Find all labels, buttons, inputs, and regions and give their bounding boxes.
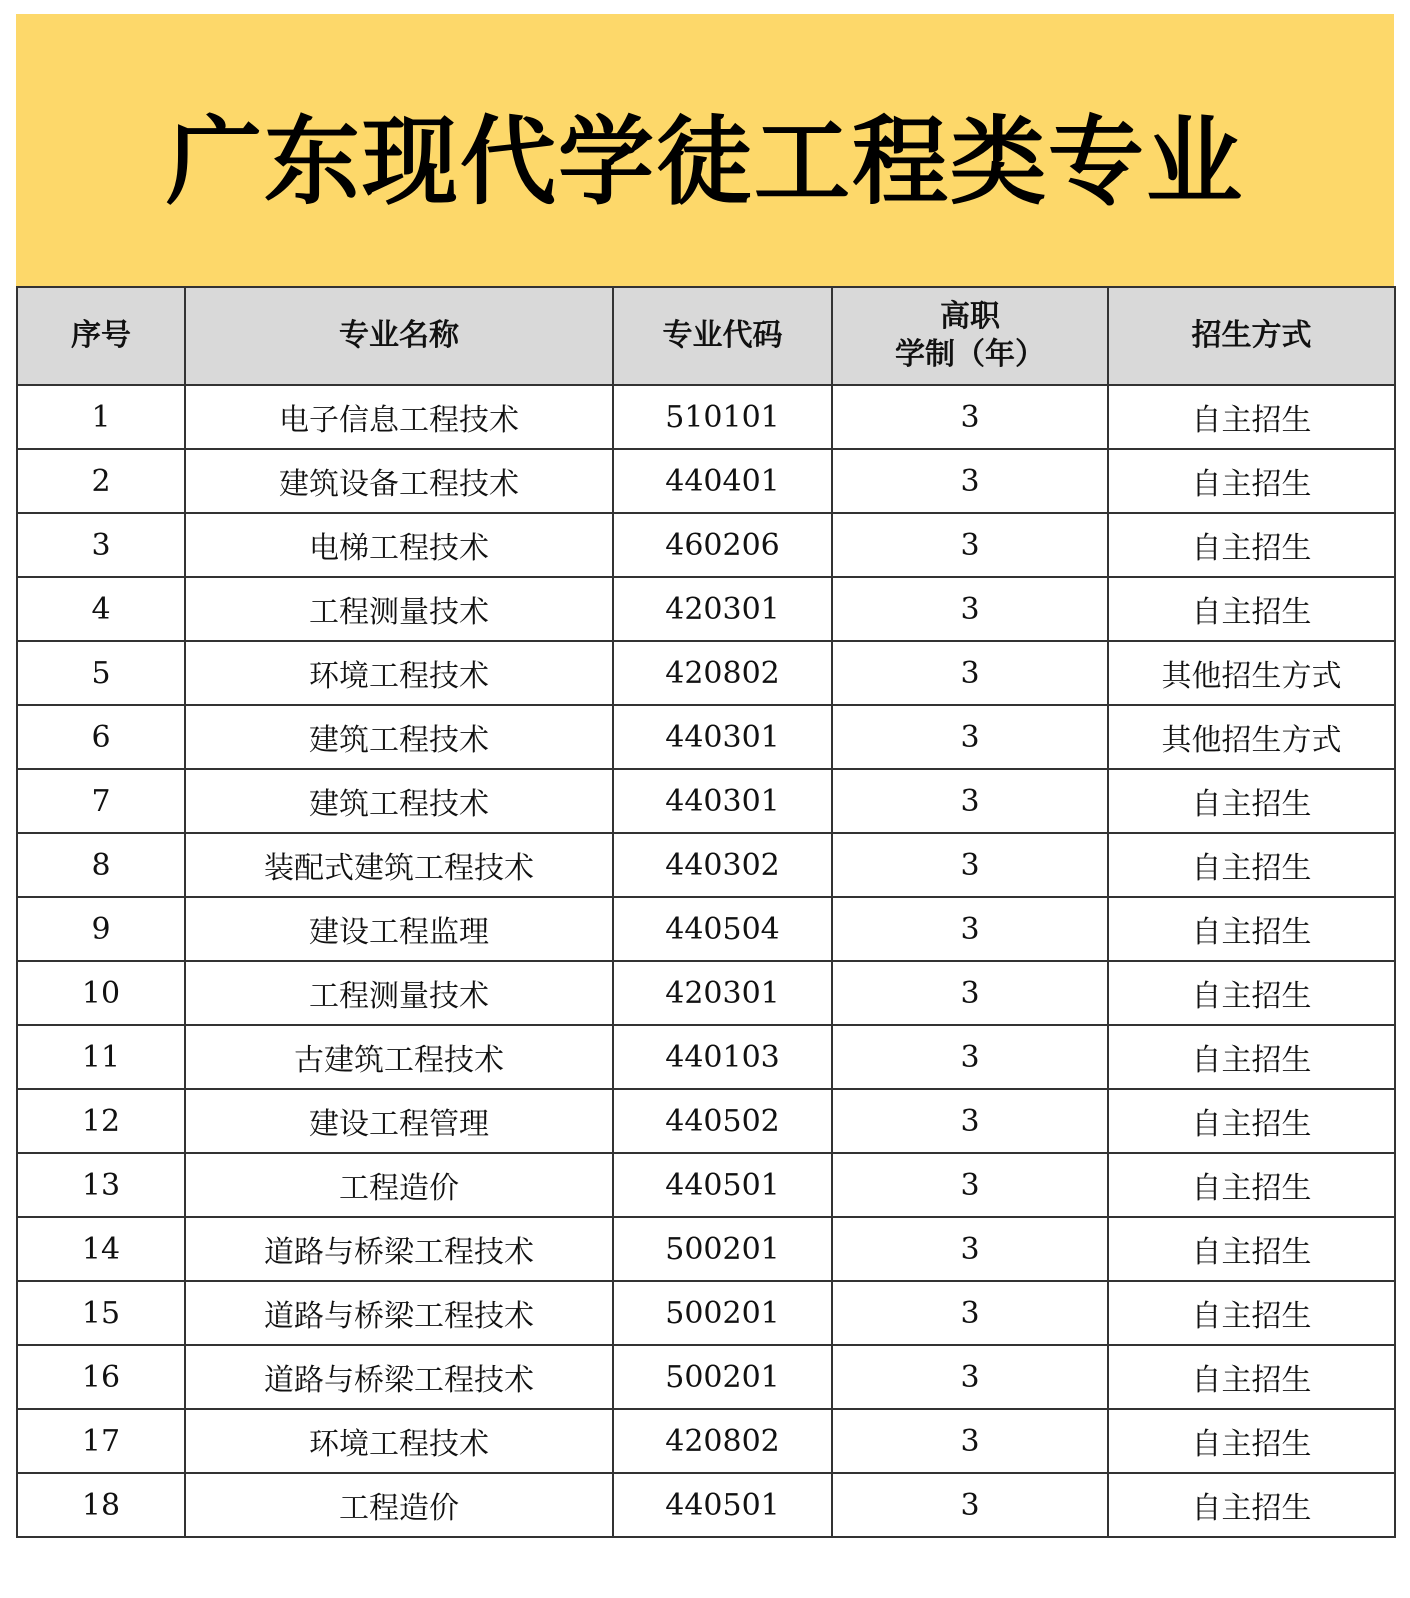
cell-name: 工程测量技术	[185, 961, 613, 1025]
majors-sheet	[16, 14, 1394, 1538]
cell-no: 7	[17, 769, 185, 833]
cell-no: 10	[17, 961, 185, 1025]
cell-name: 工程造价	[185, 1153, 613, 1217]
cell-no: 6	[17, 705, 185, 769]
cell-code: 440302	[613, 833, 832, 897]
cell-no: 13	[17, 1153, 185, 1217]
table-row	[17, 833, 1395, 897]
cell-method: 其他招生方式	[1108, 641, 1395, 705]
header-years	[832, 287, 1108, 385]
cell-method: 自主招生	[1108, 1217, 1395, 1281]
cell-no: 15	[17, 1281, 185, 1345]
cell-method: 自主招生	[1108, 1153, 1395, 1217]
table-row	[17, 577, 1395, 641]
header-no: 序号	[17, 287, 185, 385]
header-row	[17, 287, 1395, 385]
cell-method: 自主招生	[1108, 513, 1395, 577]
cell-code: 460206	[613, 513, 832, 577]
table-row	[17, 1217, 1395, 1281]
cell-method: 自主招生	[1108, 961, 1395, 1025]
cell-method: 自主招生	[1108, 1409, 1395, 1473]
table-row	[17, 641, 1395, 705]
table-row	[17, 449, 1395, 513]
cell-method: 自主招生	[1108, 449, 1395, 513]
cell-years: 3	[832, 1217, 1108, 1281]
cell-method: 其他招生方式	[1108, 705, 1395, 769]
table-row	[17, 1345, 1395, 1409]
cell-code: 440401	[613, 449, 832, 513]
cell-years: 3	[832, 513, 1108, 577]
table-row	[17, 1409, 1395, 1473]
cell-years: 3	[832, 1473, 1108, 1537]
cell-years: 3	[832, 705, 1108, 769]
cell-years: 3	[832, 1345, 1108, 1409]
table-row	[17, 705, 1395, 769]
majors-table	[16, 286, 1396, 1538]
cell-method: 自主招生	[1108, 1473, 1395, 1537]
cell-method: 自主招生	[1108, 1089, 1395, 1153]
cell-years: 3	[832, 449, 1108, 513]
table-row	[17, 1089, 1395, 1153]
cell-name: 道路与桥梁工程技术	[185, 1345, 613, 1409]
cell-no: 8	[17, 833, 185, 897]
cell-years: 3	[832, 769, 1108, 833]
cell-no: 3	[17, 513, 185, 577]
cell-no: 5	[17, 641, 185, 705]
cell-name: 道路与桥梁工程技术	[185, 1217, 613, 1281]
table-row	[17, 961, 1395, 1025]
cell-method: 自主招生	[1108, 577, 1395, 641]
cell-name: 建筑工程技术	[185, 769, 613, 833]
cell-code: 440501	[613, 1473, 832, 1537]
table-row	[17, 1281, 1395, 1345]
cell-code: 510101	[613, 385, 832, 449]
cell-code: 500201	[613, 1281, 832, 1345]
cell-code: 500201	[613, 1217, 832, 1281]
cell-no: 11	[17, 1025, 185, 1089]
cell-no: 12	[17, 1089, 185, 1153]
cell-years: 3	[832, 1281, 1108, 1345]
table-row	[17, 769, 1395, 833]
cell-code: 440103	[613, 1025, 832, 1089]
cell-name: 建筑设备工程技术	[185, 449, 613, 513]
cell-name: 道路与桥梁工程技术	[185, 1281, 613, 1345]
cell-code: 440502	[613, 1089, 832, 1153]
cell-years: 3	[832, 577, 1108, 641]
cell-no: 2	[17, 449, 185, 513]
cell-method: 自主招生	[1108, 1025, 1395, 1089]
cell-years: 3	[832, 833, 1108, 897]
cell-no: 4	[17, 577, 185, 641]
cell-name: 环境工程技术	[185, 1409, 613, 1473]
header-years-line2: 学制（年）	[895, 337, 1045, 372]
cell-method: 自主招生	[1108, 769, 1395, 833]
cell-name: 装配式建筑工程技术	[185, 833, 613, 897]
cell-years: 3	[832, 961, 1108, 1025]
cell-name: 建设工程管理	[185, 1089, 613, 1153]
table-row	[17, 1153, 1395, 1217]
table-row	[17, 1025, 1395, 1089]
table-body	[17, 385, 1395, 1537]
cell-code: 500201	[613, 1345, 832, 1409]
table-row	[17, 897, 1395, 961]
header-years-line1: 高职	[940, 299, 1000, 334]
title-banner	[16, 14, 1394, 286]
header-name: 专业名称	[185, 287, 613, 385]
cell-name: 建设工程监理	[185, 897, 613, 961]
cell-method: 自主招生	[1108, 1345, 1395, 1409]
cell-no: 17	[17, 1409, 185, 1473]
cell-no: 16	[17, 1345, 185, 1409]
cell-name: 工程造价	[185, 1473, 613, 1537]
cell-method: 自主招生	[1108, 897, 1395, 961]
cell-no: 9	[17, 897, 185, 961]
cell-years: 3	[832, 1409, 1108, 1473]
cell-code: 440504	[613, 897, 832, 961]
cell-name: 工程测量技术	[185, 577, 613, 641]
cell-method: 自主招生	[1108, 833, 1395, 897]
cell-years: 3	[832, 385, 1108, 449]
cell-years: 3	[832, 641, 1108, 705]
cell-years: 3	[832, 1153, 1108, 1217]
cell-years: 3	[832, 897, 1108, 961]
header-method: 招生方式	[1108, 287, 1395, 385]
cell-name: 古建筑工程技术	[185, 1025, 613, 1089]
cell-no: 14	[17, 1217, 185, 1281]
cell-code: 420301	[613, 577, 832, 641]
cell-name: 电子信息工程技术	[185, 385, 613, 449]
cell-years: 3	[832, 1025, 1108, 1089]
page-title: 广东现代学徒工程类专业	[166, 105, 1244, 218]
cell-no: 1	[17, 385, 185, 449]
cell-code: 440301	[613, 769, 832, 833]
table-row	[17, 385, 1395, 449]
cell-name: 建筑工程技术	[185, 705, 613, 769]
table-row	[17, 1473, 1395, 1537]
cell-no: 18	[17, 1473, 185, 1537]
cell-years: 3	[832, 1089, 1108, 1153]
cell-code: 420802	[613, 1409, 832, 1473]
cell-name: 环境工程技术	[185, 641, 613, 705]
cell-code: 440301	[613, 705, 832, 769]
table-row	[17, 513, 1395, 577]
cell-code: 420802	[613, 641, 832, 705]
cell-code: 440501	[613, 1153, 832, 1217]
cell-name: 电梯工程技术	[185, 513, 613, 577]
cell-code: 420301	[613, 961, 832, 1025]
cell-method: 自主招生	[1108, 1281, 1395, 1345]
header-code: 专业代码	[613, 287, 832, 385]
cell-method: 自主招生	[1108, 385, 1395, 449]
